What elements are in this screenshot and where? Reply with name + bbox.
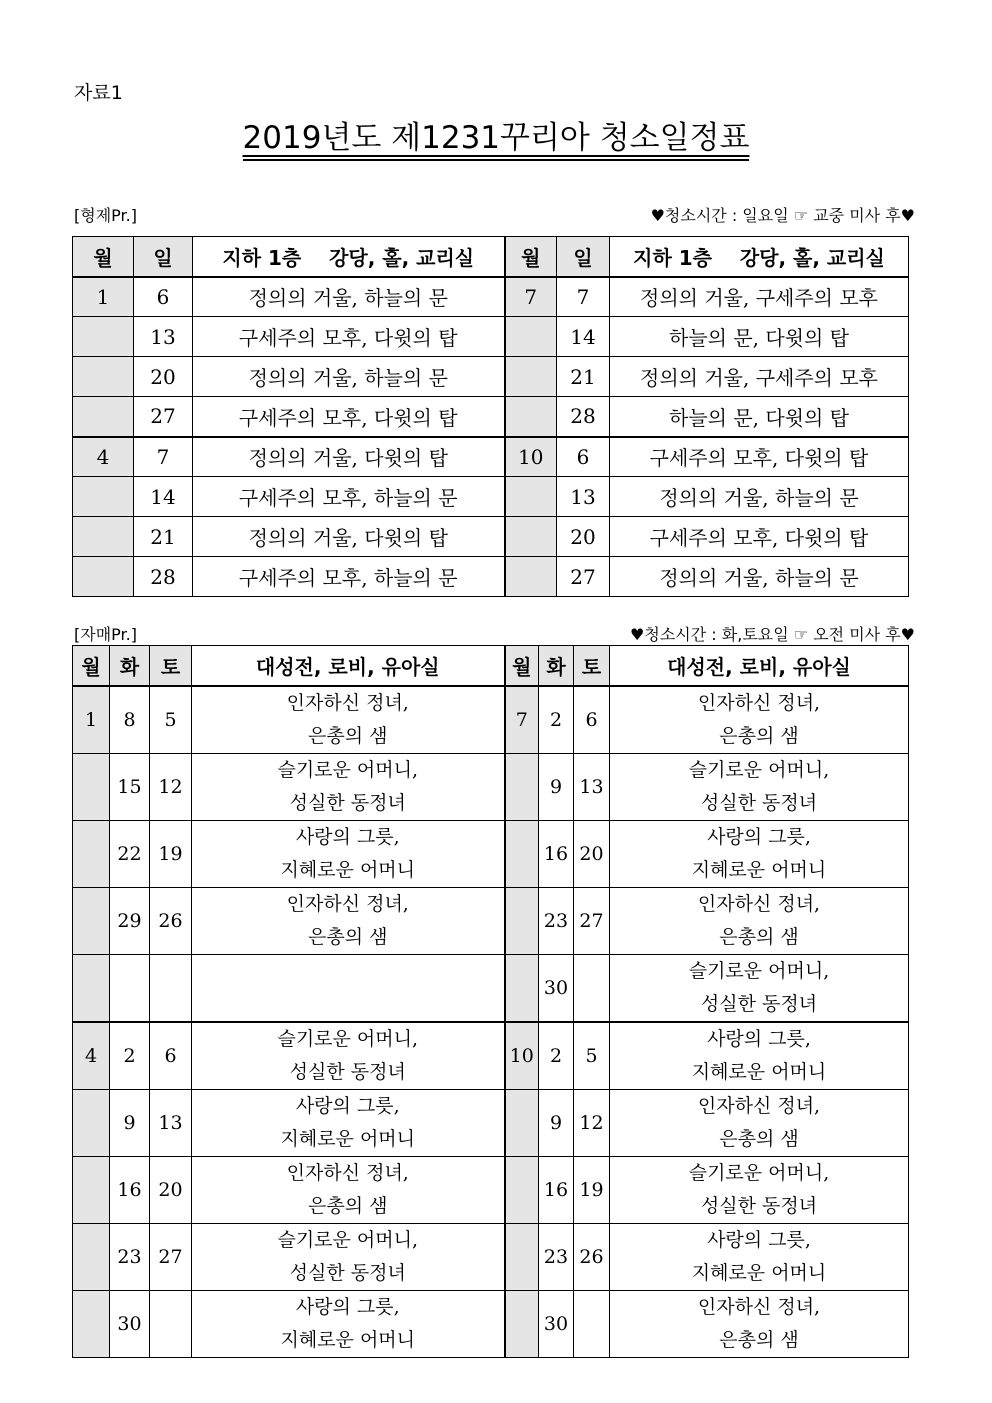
- month-cell: [505, 820, 539, 887]
- saturday-cell: 5: [574, 1022, 610, 1090]
- task-cell: 구세주의 모후, 하늘의 문: [193, 477, 505, 517]
- header-place: 대성전, 로비, 유아실: [192, 646, 505, 686]
- task-line-1: 슬기로운 어머니,: [688, 1161, 830, 1184]
- table-row: [73, 477, 909, 517]
- month-cell: [73, 317, 134, 357]
- day-cell: 14: [557, 317, 610, 357]
- saturday-cell: [150, 954, 192, 1022]
- task-line-2: 성실한 동정녀: [700, 992, 818, 1015]
- table-row: [73, 437, 909, 477]
- tuesday-cell: 8: [110, 686, 150, 754]
- month-cell: [505, 397, 557, 437]
- task-line-1: 사랑의 그릇,: [707, 1228, 811, 1251]
- brothers-schedule-table: [72, 236, 909, 597]
- task-cell: 정의의 거울, 구세주의 모후: [610, 277, 909, 317]
- month-cell: 10: [505, 1022, 539, 1090]
- task-line-1: 사랑의 그릇,: [707, 1027, 811, 1050]
- day-cell: 6: [557, 437, 610, 477]
- table-row: [73, 1089, 909, 1156]
- saturday-cell: 26: [150, 887, 192, 954]
- header-place: 지하 1층 강당, 홀, 교리실: [193, 237, 505, 277]
- header-day: 일: [134, 237, 193, 277]
- month-cell: [73, 1223, 110, 1290]
- task-cell: [192, 820, 505, 887]
- day-cell: 28: [134, 557, 193, 597]
- task-line-2: 지혜로운 어머니: [280, 858, 416, 881]
- saturday-cell: 13: [150, 1089, 192, 1156]
- tuesday-cell: 16: [539, 820, 574, 887]
- task-line-2: 은총의 샘: [308, 925, 388, 948]
- task-line-1: 인자하신 정녀,: [697, 892, 821, 915]
- saturday-cell: [574, 954, 610, 1022]
- task-cell: [610, 1089, 909, 1156]
- month-cell: [505, 887, 539, 954]
- task-cell: 정의의 거울, 다윗의 탑: [193, 517, 505, 557]
- task-line-1: 슬기로운 어머니,: [277, 1228, 419, 1251]
- task-cell: 하늘의 문, 다윗의 탑: [610, 317, 909, 357]
- task-line-1: 슬기로운 어머니,: [688, 758, 830, 781]
- tuesday-cell: 2: [539, 686, 574, 754]
- month-cell: 4: [73, 1022, 110, 1090]
- task-cell: [610, 686, 909, 754]
- month-cell: [505, 477, 557, 517]
- task-line-2: 지혜로운 어머니: [280, 1127, 416, 1150]
- month-cell: [73, 753, 110, 820]
- task-line-2: 은총의 샘: [308, 1194, 388, 1217]
- task-cell: 정의의 거울, 하늘의 문: [610, 477, 909, 517]
- month-cell: [505, 557, 557, 597]
- table-header-row: [73, 237, 909, 277]
- task-line-2: 성실한 동정녀: [700, 791, 818, 814]
- day-cell: 7: [134, 437, 193, 477]
- month-cell: 10: [505, 437, 557, 477]
- header-saturday: 토: [574, 646, 610, 686]
- day-cell: 14: [134, 477, 193, 517]
- table-row: [73, 820, 909, 887]
- task-cell: [610, 954, 909, 1022]
- sisters-schedule-table: [72, 645, 909, 1358]
- day-cell: 7: [557, 277, 610, 317]
- task-cell: 정의의 거울, 하늘의 문: [193, 357, 505, 397]
- task-line-1: 인자하신 정녀,: [697, 691, 821, 714]
- task-line-2: 성실한 동정녀: [289, 791, 406, 814]
- task-cell: 구세주의 모후, 다윗의 탑: [610, 517, 909, 557]
- day-cell: 13: [134, 317, 193, 357]
- saturday-cell: 12: [574, 1089, 610, 1156]
- task-line-2: 은총의 샘: [719, 1328, 799, 1351]
- brothers-section-label: [형제Pr.]: [74, 206, 137, 225]
- month-cell: [505, 954, 539, 1022]
- month-cell: [73, 397, 134, 437]
- header-tuesday: 화: [110, 646, 150, 686]
- header-day: 일: [557, 237, 610, 277]
- month-cell: [73, 887, 110, 954]
- task-line-1: 사랑의 그릇,: [707, 825, 811, 848]
- table-row: [73, 1290, 909, 1357]
- month-cell: [73, 357, 134, 397]
- task-cell: 정의의 거울, 구세주의 모후: [610, 357, 909, 397]
- task-cell: 하늘의 문, 다윗의 탑: [610, 397, 909, 437]
- task-line-2: 은총의 샘: [719, 724, 799, 747]
- tuesday-cell: 2: [539, 1022, 574, 1090]
- task-cell: [192, 1290, 505, 1357]
- month-cell: [73, 557, 134, 597]
- task-cell: [610, 1022, 909, 1090]
- table-row: [73, 686, 909, 754]
- saturday-cell: 12: [150, 753, 192, 820]
- tuesday-cell: 23: [110, 1223, 150, 1290]
- tuesday-cell: 2: [110, 1022, 150, 1090]
- task-line-1: 슬기로운 어머니,: [688, 959, 830, 982]
- task-cell: [610, 1290, 909, 1357]
- table-header-row: [73, 646, 909, 686]
- task-line-1: 사랑의 그릇,: [295, 1295, 400, 1318]
- day-cell: 20: [134, 357, 193, 397]
- task-cell: 정의의 거울, 하늘의 문: [193, 277, 505, 317]
- task-cell: 구세주의 모후, 다윗의 탑: [193, 397, 505, 437]
- saturday-cell: 6: [150, 1022, 192, 1090]
- table-row: [73, 517, 909, 557]
- day-cell: 27: [134, 397, 193, 437]
- month-cell: 1: [73, 277, 134, 317]
- task-line-1: 인자하신 정녀,: [286, 892, 409, 915]
- table-row: [73, 277, 909, 317]
- month-cell: 1: [73, 686, 110, 754]
- tuesday-cell: 16: [539, 1156, 574, 1223]
- month-cell: [505, 517, 557, 557]
- tuesday-cell: 30: [539, 1290, 574, 1357]
- tuesday-cell: 9: [539, 1089, 574, 1156]
- task-line-1: 슬기로운 어머니,: [277, 1027, 419, 1050]
- tuesday-cell: 22: [110, 820, 150, 887]
- tuesday-cell: 16: [110, 1156, 150, 1223]
- task-cell: [192, 686, 505, 754]
- day-cell: 6: [134, 277, 193, 317]
- task-line-1: 인자하신 정녀,: [697, 1295, 821, 1318]
- tuesday-cell: 23: [539, 887, 574, 954]
- task-cell: 구세주의 모후, 다윗의 탑: [610, 437, 909, 477]
- task-cell: 정의의 거울, 하늘의 문: [610, 557, 909, 597]
- month-cell: [505, 1089, 539, 1156]
- task-cell: 구세주의 모후, 다윗의 탑: [193, 317, 505, 357]
- saturday-cell: 20: [574, 820, 610, 887]
- table-row: [73, 557, 909, 597]
- task-cell: [192, 753, 505, 820]
- task-cell: [192, 887, 505, 954]
- header-month: 월: [73, 237, 134, 277]
- table-row: [73, 1156, 909, 1223]
- month-cell: 4: [73, 437, 134, 477]
- saturday-cell: 5: [150, 686, 192, 754]
- day-cell: 21: [557, 357, 610, 397]
- task-cell: [610, 753, 909, 820]
- header-month: 월: [73, 646, 110, 686]
- document-title: [0, 112, 992, 157]
- month-cell: [73, 820, 110, 887]
- saturday-cell: 27: [150, 1223, 192, 1290]
- month-cell: [73, 954, 110, 1022]
- saturday-cell: 19: [150, 820, 192, 887]
- task-line-2: 성실한 동정녀: [289, 1261, 406, 1284]
- tuesday-cell: [110, 954, 150, 1022]
- month-cell: [73, 477, 134, 517]
- month-cell: [505, 1156, 539, 1223]
- sisters-cleaning-time: ♥청소시간 : 화,토요일 ☞ 오전 미사 후♥: [630, 625, 915, 644]
- table-row: [73, 1223, 909, 1290]
- header-tuesday: 화: [539, 646, 574, 686]
- task-cell: [610, 1156, 909, 1223]
- month-cell: [505, 753, 539, 820]
- month-cell: 7: [505, 686, 539, 754]
- task-line-1: 인자하신 정녀,: [286, 691, 409, 714]
- tuesday-cell: 9: [110, 1089, 150, 1156]
- task-cell: [192, 1156, 505, 1223]
- table-row: [73, 317, 909, 357]
- day-cell: 13: [557, 477, 610, 517]
- tuesday-cell: 23: [539, 1223, 574, 1290]
- task-line-2: 은총의 샘: [719, 925, 799, 948]
- day-cell: 20: [557, 517, 610, 557]
- task-cell: [610, 820, 909, 887]
- task-cell: 구세주의 모후, 하늘의 문: [193, 557, 505, 597]
- task-line-1: 슬기로운 어머니,: [277, 758, 419, 781]
- task-line-1: 인자하신 정녀,: [286, 1161, 409, 1184]
- task-cell: 정의의 거울, 다윗의 탑: [193, 437, 505, 477]
- saturday-cell: [574, 1290, 610, 1357]
- header-place: 대성전, 로비, 유아실: [610, 646, 909, 686]
- tuesday-cell: 9: [539, 753, 574, 820]
- task-cell: [610, 1223, 909, 1290]
- task-cell: [610, 887, 909, 954]
- task-line-2: 지혜로운 어머니: [691, 1261, 827, 1284]
- saturday-cell: 20: [150, 1156, 192, 1223]
- month-cell: [73, 517, 134, 557]
- table-row: [73, 1022, 909, 1090]
- task-line-1: 사랑의 그릇,: [295, 1094, 400, 1117]
- saturday-cell: 6: [574, 686, 610, 754]
- saturday-cell: 26: [574, 1223, 610, 1290]
- month-cell: [505, 357, 557, 397]
- month-cell: [73, 1089, 110, 1156]
- task-line-2: 지혜로운 어머니: [691, 1060, 827, 1083]
- saturday-cell: 13: [574, 753, 610, 820]
- task-cell: [192, 954, 505, 1022]
- tuesday-cell: 29: [110, 887, 150, 954]
- month-cell: [505, 317, 557, 357]
- header-place: 지하 1층 강당, 홀, 교리실: [610, 237, 909, 277]
- title-text: 2019년도 제1231꾸리아 청소일정표: [243, 120, 750, 161]
- table-row: [73, 753, 909, 820]
- table-row: [73, 887, 909, 954]
- tuesday-cell: 15: [110, 753, 150, 820]
- saturday-cell: 27: [574, 887, 610, 954]
- saturday-cell: 19: [574, 1156, 610, 1223]
- table-row: [73, 954, 909, 1022]
- task-line-2: 지혜로운 어머니: [691, 858, 827, 881]
- task-cell: [192, 1223, 505, 1290]
- day-cell: 28: [557, 397, 610, 437]
- task-line-2: 성실한 동정녀: [289, 1060, 406, 1083]
- month-cell: [505, 1223, 539, 1290]
- task-cell: [192, 1022, 505, 1090]
- task-line-2: 성실한 동정녀: [700, 1194, 818, 1217]
- task-line-1: 사랑의 그릇,: [295, 825, 400, 848]
- document-label: 자료1: [74, 82, 123, 104]
- task-line-1: 인자하신 정녀,: [697, 1094, 821, 1117]
- saturday-cell: [150, 1290, 192, 1357]
- header-month: 월: [505, 237, 557, 277]
- month-cell: [73, 1290, 110, 1357]
- header-saturday: 토: [150, 646, 192, 686]
- month-cell: [505, 1290, 539, 1357]
- task-line-2: 은총의 샘: [308, 724, 388, 747]
- header-month: 월: [505, 646, 539, 686]
- task-line-2: 지혜로운 어머니: [280, 1328, 416, 1351]
- month-cell: [73, 1156, 110, 1223]
- tuesday-cell: 30: [110, 1290, 150, 1357]
- task-line-2: 은총의 샘: [719, 1127, 799, 1150]
- table-row: [73, 397, 909, 437]
- tuesday-cell: 30: [539, 954, 574, 1022]
- table-row: [73, 357, 909, 397]
- day-cell: 27: [557, 557, 610, 597]
- brothers-cleaning-time: ♥청소시간 : 일요일 ☞ 교중 미사 후♥: [650, 206, 915, 225]
- task-cell: [192, 1089, 505, 1156]
- day-cell: 21: [134, 517, 193, 557]
- month-cell: 7: [505, 277, 557, 317]
- sisters-section-label: [자매Pr.]: [74, 625, 137, 644]
